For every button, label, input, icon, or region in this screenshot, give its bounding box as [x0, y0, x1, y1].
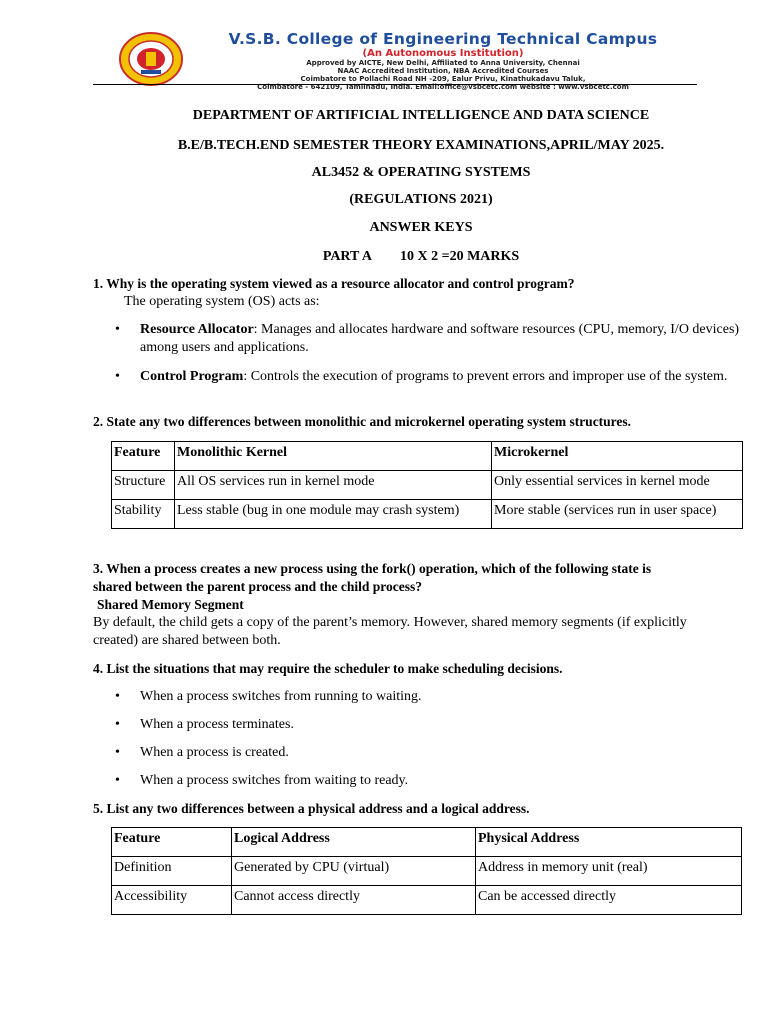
college-header-text — [193, 24, 693, 91]
question-3-line-2: shared between the parent process and the child process? — [93, 579, 423, 594]
list-item — [115, 368, 755, 386]
part-label: PART A — [322, 249, 372, 264]
header-line: Coimbatore - 642109, Tamilnadu, India. Email:office@vsbcetc.com website : www.vsbcetc.com — [257, 83, 629, 91]
table-cell: Can be accessed directly — [476, 886, 742, 915]
q3-explanation-line-1: By default, the child gets a copy of the parent’s memory. However, shared memory segments (if explicitly — [93, 615, 687, 630]
college-name: V.S.B. College of Engineering Technical Campus — [228, 30, 658, 48]
table-cell: Cannot access directly — [232, 886, 476, 915]
bullet-term: Control Program — [140, 369, 244, 384]
bullet-icon: • — [115, 689, 120, 704]
college-logo-icon — [119, 32, 183, 86]
list-item — [115, 321, 755, 357]
college-header — [93, 24, 697, 91]
table-header-cell: Logical Address — [232, 828, 476, 857]
bullet-text: When a process is created. — [140, 745, 289, 760]
kernel-comparison-table — [111, 441, 743, 529]
list-item — [115, 744, 755, 762]
bullet-icon: • — [115, 322, 120, 337]
bullet-term: Resource Allocator — [140, 322, 254, 337]
q4-bullet-list — [115, 688, 755, 790]
department-title: DEPARTMENT OF ARTIFICIAL INTELLIGENCE AND DATA SCIENCE — [192, 108, 650, 123]
table-row — [112, 471, 743, 500]
question-3-line-1: 3. When a process creates a new process using the fork() operation, which of the following state is — [93, 561, 652, 576]
header-line: Coimbatore to Pollachi Road NH -209, Ealur Privu, Kinathukadavu Taluk, — [300, 75, 586, 83]
q3-explanation-line-2: created) are shared between both. — [93, 633, 281, 648]
bullet-text: When a process switches from waiting to ready. — [140, 773, 409, 788]
table-cell: Generated by CPU (virtual) — [232, 857, 476, 886]
marks-label: 10 X 2 =20 MARKS — [399, 249, 520, 264]
bullet-text: : Controls the execution of programs to prevent errors and improper use of the system. — [243, 369, 728, 384]
q3-answer: Shared Memory Segment — [97, 597, 244, 612]
table-header-cell: Physical Address — [476, 828, 742, 857]
table-header-row — [112, 828, 742, 857]
table-cell: Less stable (bug in one module may crash system) — [175, 500, 492, 529]
list-item — [115, 772, 755, 790]
question-4: 4. List the situations that may require the scheduler to make scheduling decisions. — [93, 661, 563, 676]
regulations-title: (REGULATIONS 2021) — [349, 192, 493, 207]
table-header-cell: Feature — [112, 442, 175, 471]
table-row — [112, 857, 742, 886]
q1-intro: The operating system (OS) acts as: — [124, 294, 320, 309]
list-item — [115, 716, 755, 734]
bullet-icon: • — [115, 717, 120, 732]
subject-title: AL3452 & OPERATING SYSTEMS — [311, 165, 531, 180]
bullet-icon: • — [115, 773, 120, 788]
table-cell: Accessibility — [112, 886, 232, 915]
autonomous-label: (An Autonomous Institution) — [362, 48, 524, 59]
q1-bullet-list — [115, 321, 755, 386]
table-cell: Definition — [112, 857, 232, 886]
bullet-icon: • — [115, 369, 120, 384]
table-header-cell: Microkernel — [492, 442, 743, 471]
table-header-cell: Feature — [112, 828, 232, 857]
table-cell: All OS services run in kernel mode — [175, 471, 492, 500]
table-cell: Only essential services in kernel mode — [492, 471, 743, 500]
question-5: 5. List any two differences between a physical address and a logical address. — [93, 801, 530, 816]
header-line: NAAC Accredited Institution, NBA Accredited Courses — [337, 67, 549, 75]
question-2: 2. State any two differences between monolithic and microkernel operating system structures. — [93, 414, 632, 429]
table-header-row — [112, 442, 743, 471]
table-row — [112, 500, 743, 529]
table-cell: More stable (services run in user space) — [492, 500, 743, 529]
list-item — [115, 688, 755, 706]
address-comparison-table — [111, 827, 742, 915]
answer-keys-title: ANSWER KEYS — [369, 220, 473, 235]
question-1: 1. Why is the operating system viewed as a resource allocator and control program? — [93, 276, 575, 291]
exam-title: B.E/B.TECH.END SEMESTER THEORY EXAMINATIONS,APRIL/MAY 2025. — [177, 138, 665, 153]
bullet-text: : Manages and allocates hardware and software resources (CPU, memory, I/O devices) among users and applications. — [140, 322, 740, 355]
header-line: Approved by AICTE, New Delhi, Affiliated to Anna University, Chennai — [306, 59, 580, 67]
table-header-cell: Monolithic Kernel — [175, 442, 492, 471]
bullet-text: When a process terminates. — [140, 717, 294, 732]
table-row — [112, 886, 742, 915]
part-heading — [93, 248, 749, 266]
bullet-icon: • — [115, 745, 120, 760]
table-cell: Address in memory unit (real) — [476, 857, 742, 886]
table-cell: Structure — [112, 471, 175, 500]
bullet-text: When a process switches from running to waiting. — [140, 689, 422, 704]
table-cell: Stability — [112, 500, 175, 529]
header-divider — [93, 84, 697, 85]
